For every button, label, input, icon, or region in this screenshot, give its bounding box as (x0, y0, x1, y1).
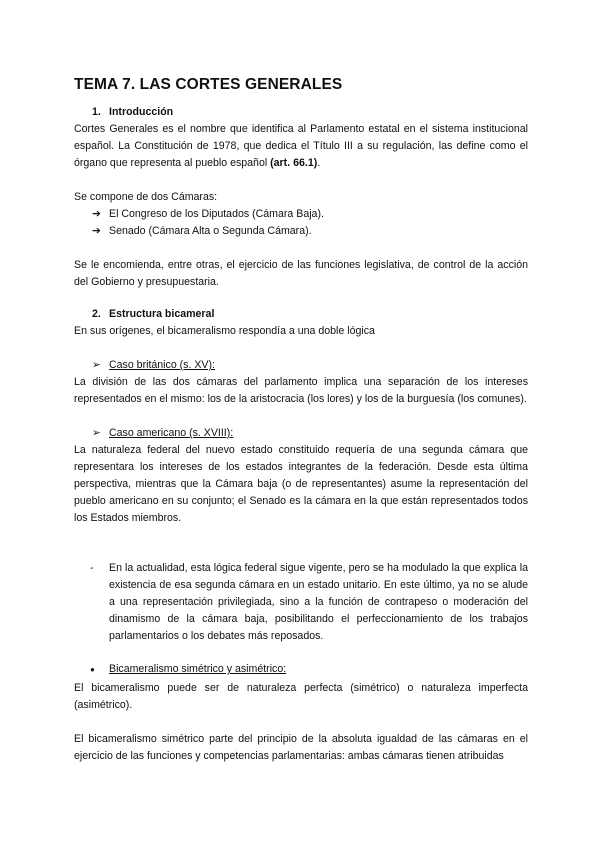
dash-bullet-icon: - (90, 562, 94, 574)
arrow-bullet-icon: ➔ (92, 208, 101, 220)
section-1-number: 1. (92, 106, 101, 118)
chamber-item (92, 223, 312, 240)
chambers-intro: Se compone de dos Cámaras: (74, 191, 218, 203)
section-2-number: 2. (92, 308, 101, 320)
intro-end: . (317, 157, 321, 169)
symmetric-title: Bicameralismo simétrico y asimétrico: (109, 663, 287, 675)
section-1-title: Introducción (109, 106, 174, 118)
arrow-bullet-icon: ➔ (92, 225, 101, 237)
chamber-label: Senado (Cámara Alta o Segunda Cámara). (109, 225, 312, 237)
british-case-paragraph: La división de las dos cámaras del parlamento implica una separación de los intereses representados en el mismo: los de la aristocracia (los lores) y los de la burguesía (los comunes). (74, 376, 528, 405)
american-case-paragraph: La naturaleza federal del nuevo estado constituido requería de una segunda cámara que representara los intereses de los estados integrantes de la federación. Desde esta última perspectiva, mientras que la Cámara baja (o de representantes) asume la representación del pueblo americano en su conjunto; el Senado es la cámara en la que están representados todos los Estados miembros. (74, 444, 528, 524)
dot-bullet-icon: ● (90, 665, 95, 674)
chamber-label: El Congreso de los Diputados (Cámara Baja). (109, 208, 324, 220)
chamber-item (92, 206, 324, 223)
symmetric-paragraph: El bicameralismo puede ser de naturaleza perfecta (simétrico) o naturaleza imperfecta (asimétrico). (74, 682, 528, 711)
symmetric-heading (90, 661, 286, 678)
article-reference: (art. 66.1) (270, 157, 318, 169)
section-2-heading (92, 306, 214, 323)
triangle-bullet-icon: ➢ (92, 427, 101, 439)
section-1-heading (92, 104, 173, 121)
intro-paragraph (74, 121, 528, 172)
british-case-title: Caso británico (s. XV): (109, 359, 215, 371)
american-case-heading (92, 425, 233, 442)
triangle-bullet-icon: ➢ (92, 359, 101, 371)
symmetric-detail-paragraph: El bicameralismo simétrico parte del principio de la absoluta igualdad de las cámaras en el ejercicio de las funciones y competencias parlamentarias: ambas cámaras tienen atribuidas (74, 733, 528, 762)
section-2-title: Estructura bicameral (109, 308, 215, 320)
british-case-heading (92, 357, 215, 374)
intro-text: Cortes Generales es el nombre que identifica al Parlamento estatal en el sistema institucional español. La Constitución de 1978, que dedica el Título III a su regulación, las define como el órgano que representa al pueblo español (74, 123, 528, 169)
functions-paragraph: Se le encomienda, entre otras, el ejercicio de las funciones legislativa, de control de la acción del Gobierno y presupuestaria. (74, 259, 528, 288)
american-case-title: Caso americano (s. XVIII): (109, 427, 234, 439)
bicameral-intro: En sus orígenes, el bicameralismo respondía a una doble lógica (74, 325, 375, 337)
current-logic-paragraph: En la actualidad, esta lógica federal sigue vigente, pero se ha modulado la que explica la existencia de esa segunda cámara en un estado unitario. En este último, ya no se alude a una representación privilegiada, sino a la función de contrapeso o moderación del dinamismo de la cámara baja, posibilitando el perfeccionamiento de los trabajos parlamentarios o los debates más reposados. (109, 562, 528, 642)
page-title: TEMA 7. LAS CORTES GENERALES (74, 76, 343, 93)
